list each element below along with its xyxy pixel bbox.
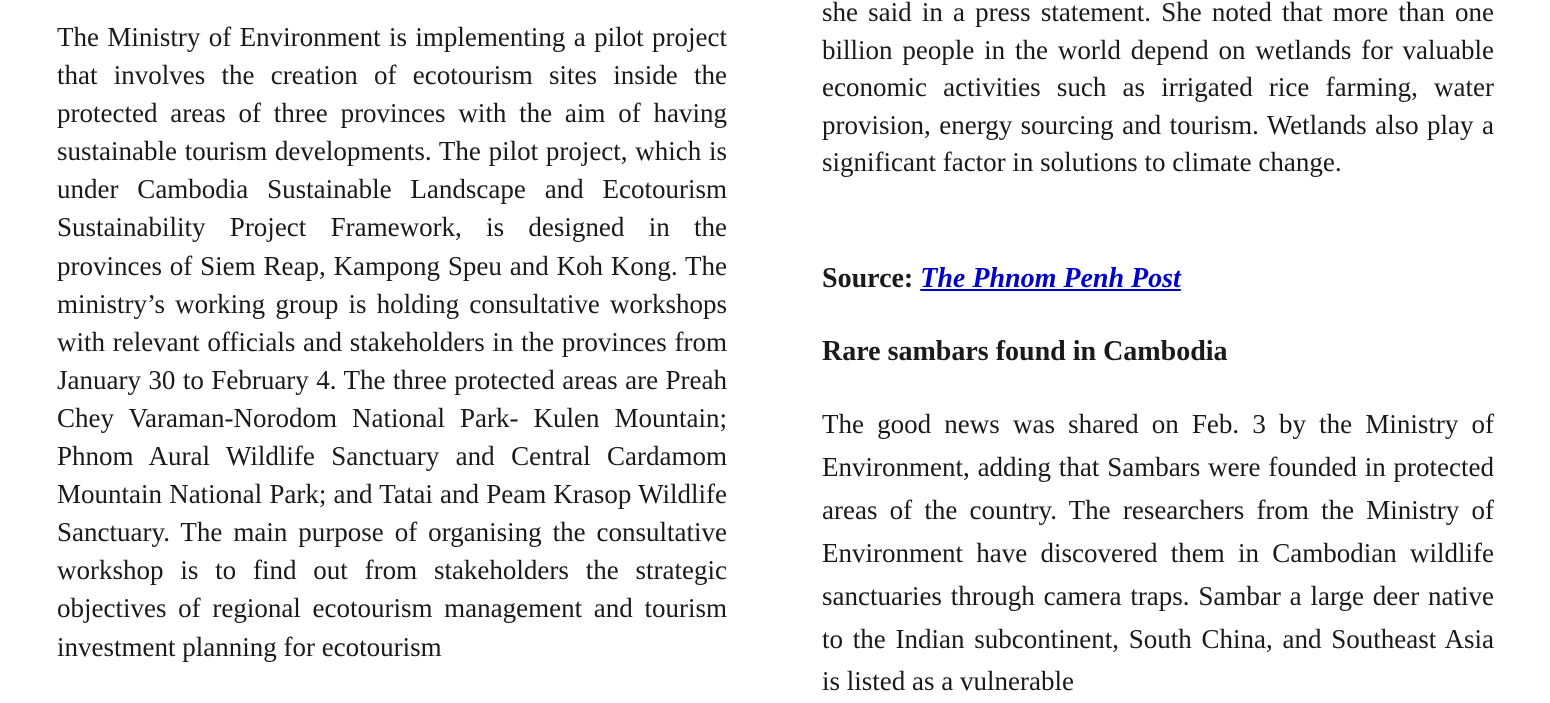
right-column-top bbox=[822, 0, 1494, 182]
right-column-bottom bbox=[822, 403, 1494, 703]
source-line bbox=[822, 259, 1181, 299]
left-column bbox=[57, 18, 727, 666]
wetlands-paragraph: she said in a press statement. She noted that more than one billion people in the world depend on wetlands for valuable economic activities such as irrigated rice farming, water provision, energy sourcing and tourism. Wetlands also play a significant factor in solutions to climate change. bbox=[822, 0, 1494, 178]
article-headline: Rare sambars found in Cambodia bbox=[822, 336, 1228, 367]
ecotourism-paragraph: The Ministry of Environment is implementing a pilot project that involves the creation of ecotourism sites inside the protected areas of three provinces with the aim of having sustainable tourism developments. The pilot project, which is under Cambodia Sustainable Landscape and Ecotourism Sustainability Project Framework, is designed in the provinces of Siem Reap, Kampong Speu and Koh Kong. The ministry’s working group is holding consultative workshops with relevant officials and stakeholders in the provinces from January 30 to February 4. The three protected areas are Preah Chey Varaman-Norodom National Park- Kulen Mountain; Phnom Aural Wildlife Sanctuary and Central Cardamom Mountain National Park; and Tatai and Peam Krasop Wildlife Sanctuary. The main purpose of organising the consultative workshop is to find out from stakeholders the strategic objectives of regional ecotourism management and tourism investment planning for ecotourism bbox=[57, 22, 727, 662]
source-label: Source: bbox=[822, 263, 921, 294]
sambars-paragraph: The good news was shared on Feb. 3 by the Ministry of Environment, adding that Sambars were founded in protected areas of the country. The researchers from the Ministry of Environment have discovered them in Cambodian wildlife sanctuaries through camera traps. Sambar a large deer native to the Indian subcontinent, South China, and Southeast Asia is listed as a vulnerable bbox=[822, 409, 1494, 697]
source-link[interactable]: The Phnom Penh Post bbox=[920, 263, 1181, 294]
